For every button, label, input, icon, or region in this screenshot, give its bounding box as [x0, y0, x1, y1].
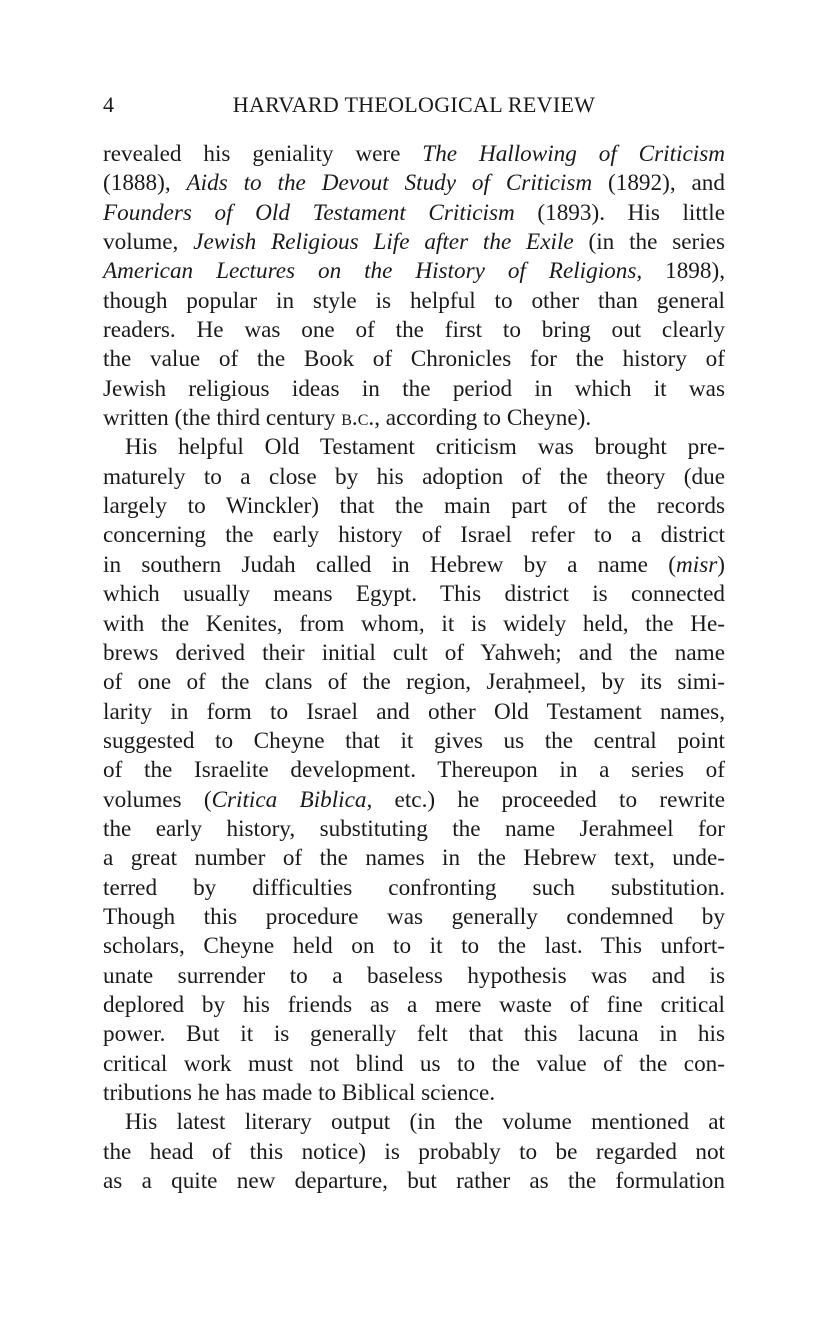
text-line	[103, 345, 725, 374]
text-run: with the Kenites, from whom, it is widely held, the He-	[103, 610, 725, 637]
body-text	[103, 140, 725, 1196]
text-run: deplored by his friends as a mere waste of fine critical	[103, 991, 725, 1018]
italic-text: American Lectures on the History of Religions,	[103, 258, 643, 285]
text-line	[103, 639, 725, 668]
text-run: (1893). His little	[514, 199, 725, 226]
text-line	[103, 698, 725, 727]
journal-title: HARVARD THEOLOGICAL REVIEW	[232, 92, 596, 117]
text-run: terred by difficulties confronting such substitution.	[103, 874, 725, 901]
italic-text: misr	[676, 551, 718, 578]
text-run: power. But it is generally felt that this lacuna in his	[103, 1021, 725, 1048]
text-run: volumes (	[103, 786, 212, 813]
text-run: revealed his geniality were	[103, 141, 423, 167]
text-line	[103, 1167, 725, 1196]
text-line	[103, 1050, 725, 1079]
text-run: brews derived their initial cult of Yahweh; and the name	[103, 639, 725, 666]
text-run: readers. He was one of the first to bring out clearly	[103, 317, 725, 344]
text-line	[103, 580, 725, 609]
text-run: 1898),	[642, 258, 725, 285]
text-line	[103, 228, 725, 257]
text-run: tributions he has made to Biblical science.	[103, 1080, 496, 1106]
text-line	[103, 492, 725, 521]
text-run: suggested to Cheyne that it gives us the central point	[103, 727, 725, 754]
text-run: critical work must not blind us to the value of the con-	[103, 1050, 725, 1077]
text-line	[103, 404, 725, 433]
text-line	[103, 610, 725, 639]
text-run: His helpful Old Testament criticism was brought pre-	[125, 434, 725, 461]
italic-text: The Hallowing of Criticism	[422, 141, 725, 167]
text-run: concerning the early history of Israel refer to a district	[103, 522, 725, 549]
text-run: largely to Winckler) that the main part of the records	[103, 493, 725, 520]
text-line	[103, 932, 725, 961]
text-run: larity in form to Israel and other Old Testament names,	[103, 698, 725, 725]
text-run: the early history, substituting the name Jerahmeel for	[103, 815, 725, 842]
text-run: a great number of the names in the Hebrew text, unde-	[103, 845, 725, 872]
text-line	[103, 169, 725, 198]
text-run: as a quite new departure, but rather as the formulation	[103, 1168, 725, 1195]
text-line	[103, 991, 725, 1020]
text-run: of the Israelite development. Thereupon in a series of	[103, 757, 725, 784]
italic-text: Founders of Old Testament Criticism	[103, 199, 515, 226]
text-line	[103, 1138, 725, 1167]
text-line	[103, 375, 725, 404]
text-run: etc.) he proceeded to rewrite	[372, 786, 725, 813]
text-run: (1892), and	[592, 170, 725, 197]
italic-text: Jewish Religious Life after the Exile	[193, 229, 574, 256]
paragraph	[103, 140, 725, 433]
text-run: scholars, Cheyne held on to it to the last. This unfort-	[103, 933, 725, 960]
text-line	[103, 1020, 725, 1049]
text-line	[103, 786, 725, 815]
text-line	[103, 521, 725, 550]
text-line	[103, 287, 725, 316]
text-line	[103, 551, 725, 580]
paragraph	[103, 1108, 725, 1196]
text-run: volume,	[103, 229, 194, 256]
text-run: though popular in style is helpful to other than general	[103, 287, 725, 314]
text-run: , according to Cheyne).	[374, 405, 592, 432]
text-line	[103, 1108, 725, 1137]
text-run: (in the series	[573, 229, 725, 256]
text-run: the head of this notice) is probably to be regarded not	[103, 1138, 725, 1165]
text-line	[103, 903, 725, 932]
text-run: in southern Judah called in Hebrew by a name (	[103, 551, 677, 578]
text-line	[103, 199, 725, 228]
text-run: maturely to a close by his adoption of the theory (due	[103, 463, 725, 490]
text-line	[103, 463, 725, 492]
text-run: Though this procedure was generally condemned by	[103, 903, 725, 930]
text-run: written (the third century	[103, 405, 342, 432]
italic-text: Aids to the Devout Study of Criticism	[186, 170, 593, 197]
text-line	[103, 815, 725, 844]
text-line	[103, 257, 725, 286]
text-run: of one of the clans of the region, Jeraḥmeel, by its simi-	[103, 669, 725, 696]
text-line	[103, 874, 725, 903]
paragraph	[103, 433, 725, 1108]
text-line	[103, 844, 725, 873]
page-number: 4	[103, 92, 115, 117]
text-line	[103, 316, 725, 345]
text-run: Jewish religious ideas in the period in which it was	[103, 375, 725, 402]
text-line	[103, 727, 725, 756]
text-run: (1888),	[103, 170, 187, 197]
text-line	[103, 433, 725, 462]
text-line	[103, 668, 725, 697]
small-caps-text: b.c.	[341, 405, 375, 432]
text-run: unate surrender to a baseless hypothesis was and is	[103, 962, 725, 989]
text-line	[103, 756, 725, 785]
running-head	[103, 92, 725, 126]
text-line	[103, 962, 725, 991]
text-run: His latest literary output (in the volume mentioned at	[125, 1109, 725, 1136]
text-run: the value of the Book of Chronicles for the history of	[103, 346, 725, 373]
page	[103, 92, 725, 1196]
text-run: which usually means Egypt. This district is connected	[103, 581, 725, 608]
text-run: )	[717, 551, 725, 578]
text-line	[103, 1079, 725, 1108]
italic-text: Critica Biblica,	[211, 786, 373, 813]
text-line	[103, 140, 725, 169]
